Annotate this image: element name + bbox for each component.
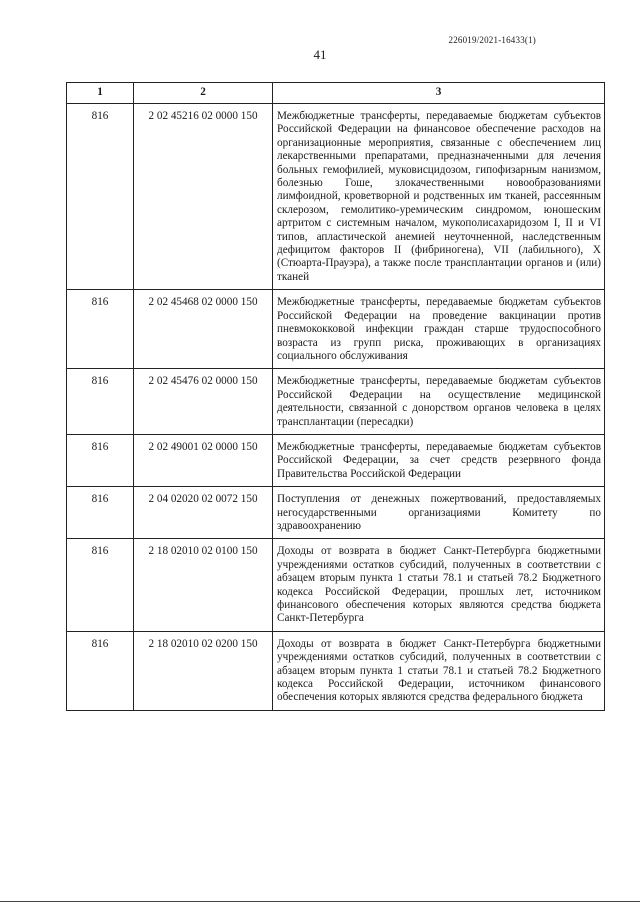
admin-code-cell: 816 bbox=[67, 369, 134, 435]
page-number: 41 bbox=[313, 47, 327, 62]
budget-code-cell: 2 02 45476 02 0000 150 bbox=[134, 369, 273, 435]
column-header-2: 2 bbox=[134, 83, 273, 104]
table-row bbox=[67, 290, 605, 369]
budget-code-cell: 2 02 45468 02 0000 150 bbox=[134, 290, 273, 369]
description-cell: Доходы от возврата в бюджет Санкт-Петербурга бюджетными учреждениями остатков субсидий, полученных в соответствии с абзацем вторым пункта 1 статьи 78.1 и статьей 78.2 Бюджетного кодекса Российской Федерации, источником финансового обеспечения которых являются средства федерального бюджета bbox=[273, 631, 605, 710]
table-header-row bbox=[67, 83, 605, 104]
description-cell: Межбюджетные трансферты, передаваемые бюджетам субъектов Российской Федерации на финансовое обеспечение расходов на организационные мероприятия, связанные с обеспечением лиц лекарственными препаратами, предназначенными для лечения больных гемофилией, муковисцидозом, гипофизарным нанизмом, болезнью Гоше, злокачественными новообразованиями лимфоидной, кроветворной и родственных им тканей, рассеянным склерозом, гемолитико-уремическим синдромом, юношеским артритом с системным началом, мукополисахаридозом I, II и VI типов, апластической анемией неуточненной, наследственным дефицитом факторов II (фибриногена), VII (лабильного), X (Стюарта-Прауэра), а также после трансплантации органов и (или) тканей bbox=[273, 104, 605, 290]
column-header-1: 1 bbox=[67, 83, 134, 104]
admin-code-cell: 816 bbox=[67, 434, 134, 486]
description-cell: Межбюджетные трансферты, передаваемые бюджетам субъектов Российской Федерации на проведение вакцинации против пневмококковой инфекции граждан старше трудоспособного возраста из групп риска, проживающих в организациях социального обслуживания bbox=[273, 290, 605, 369]
budget-code-cell: 2 18 02010 02 0200 150 bbox=[134, 631, 273, 710]
table-row bbox=[67, 631, 605, 710]
admin-code-cell: 816 bbox=[67, 290, 134, 369]
table-row bbox=[67, 104, 605, 290]
budget-code-cell: 2 18 02010 02 0100 150 bbox=[134, 539, 273, 631]
description-cell: Межбюджетные трансферты, передаваемые бюджетам субъектов Российской Федерации на осуществление медицинской деятельности, связанной с донорством органов человека в целях трансплантации (пересадки) bbox=[273, 369, 605, 435]
description-cell: Поступления от денежных пожертвований, предоставляемых негосударственными организациями Комитету по здравоохранению bbox=[273, 487, 605, 539]
description-cell: Доходы от возврата в бюджет Санкт-Петербурга бюджетными учреждениями остатков субсидий, полученных в соответствии с абзацем вторым пункта 1 статьи 78.1 и статьей 78.2 Бюджетного кодекса Российской Федерации, прошлых лет, источником финансового обеспечения которых являются средства бюджета Санкт-Петербурга bbox=[273, 539, 605, 631]
admin-code-cell: 816 bbox=[67, 104, 134, 290]
description-cell: Межбюджетные трансферты, передаваемые бюджетам субъектов Российской Федерации, за счет средств резервного фонда Правительства Российской Федерации bbox=[273, 434, 605, 486]
table-row bbox=[67, 369, 605, 435]
table-row bbox=[67, 539, 605, 631]
budget-code-cell: 2 04 02020 02 0072 150 bbox=[134, 487, 273, 539]
document-id: 226019/2021-16433(1) bbox=[448, 35, 536, 45]
column-header-3: 3 bbox=[273, 83, 605, 104]
budget-code-cell: 2 02 45216 02 0000 150 bbox=[134, 104, 273, 290]
admin-code-cell: 816 bbox=[67, 539, 134, 631]
table-row bbox=[67, 434, 605, 486]
income-codes-table bbox=[66, 82, 605, 711]
admin-code-cell: 816 bbox=[67, 487, 134, 539]
budget-code-cell: 2 02 49001 02 0000 150 bbox=[134, 434, 273, 486]
admin-code-cell: 816 bbox=[67, 631, 134, 710]
page-bottom-divider bbox=[0, 901, 640, 902]
table-row bbox=[67, 487, 605, 539]
